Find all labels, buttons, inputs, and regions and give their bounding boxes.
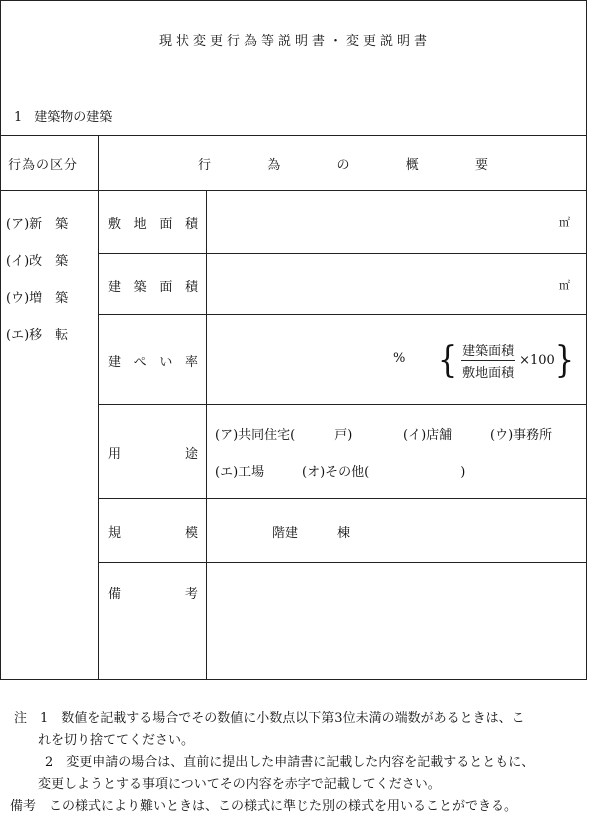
header-char: 為 xyxy=(267,158,281,173)
building-area-unit: ㎡ xyxy=(559,279,570,292)
column-rule-1 xyxy=(98,135,99,680)
note-2 xyxy=(14,752,584,774)
document-title: 現状変更行為等説明書・変更説明書 xyxy=(158,34,431,49)
note-2-text: 変更申請の場合は、直前に提出した申請書に記載した内容を記載するとともに、 xyxy=(66,755,535,770)
section-number: 1 xyxy=(14,110,23,125)
category-new: (ア)新 築 xyxy=(6,217,69,232)
note-1-text: 数値を記載する場合でその数値に小数点以下第3位未満の端数があるときは、こ xyxy=(61,711,525,726)
scale-floors-buildings: 階建 棟 xyxy=(272,526,351,541)
use-option-apartment: (ア)共同住宅( 戸) xyxy=(215,428,353,443)
category-relocation: (エ)移 転 xyxy=(6,328,69,343)
label-coverage-ratio xyxy=(108,351,198,370)
column-rule-2 xyxy=(206,190,207,680)
row-rule-4 xyxy=(98,498,587,499)
header-category: 行為の区分 xyxy=(8,158,79,173)
numerator: 建築面積 xyxy=(461,340,515,361)
remarks-prefix: 備考 xyxy=(10,799,37,814)
header-char: 行 xyxy=(198,158,212,173)
label-use xyxy=(108,443,198,462)
row-rule-2 xyxy=(98,314,587,315)
label-char: 規 xyxy=(108,526,122,541)
use-option-store: (イ)店舗 xyxy=(403,428,453,443)
denominator: 敷地面積 xyxy=(462,366,515,381)
header-char: 要 xyxy=(474,158,488,173)
label-char: 積 xyxy=(184,280,198,295)
use-option-office: (ウ)事務所 xyxy=(490,428,553,443)
header-char: 概 xyxy=(405,158,419,173)
fraction xyxy=(461,340,515,381)
label-char: 積 xyxy=(184,217,198,232)
coverage-formula xyxy=(438,340,574,381)
note-1-continued: れを切り捨ててください。 xyxy=(38,733,195,748)
label-char: い xyxy=(159,355,173,370)
row-rule-3 xyxy=(98,404,587,405)
table-top-rule xyxy=(0,135,587,136)
header-summary xyxy=(198,154,488,173)
label-char: 築 xyxy=(133,280,147,295)
label-remarks xyxy=(108,583,198,602)
section-label: 建築物の建築 xyxy=(34,110,113,125)
label-char: 率 xyxy=(184,355,198,370)
note-1-prefix: 注 1 xyxy=(14,711,49,726)
label-char: 敷 xyxy=(108,217,122,232)
coverage-percent-unit: % xyxy=(393,351,406,366)
note-2-continued: 変更しようとする事項についてその内容を赤字で記載してください。 xyxy=(38,777,441,792)
row-rule-5 xyxy=(98,562,587,563)
label-char: 模 xyxy=(184,526,198,541)
multiplier: ×100 xyxy=(519,353,555,368)
remarks-text: この様式により難いときは、この様式に準じた別の様式を用いることができる。 xyxy=(49,799,518,814)
label-char: 建 xyxy=(108,280,122,295)
label-scale xyxy=(108,522,198,541)
label-char: ぺ xyxy=(133,355,147,370)
category-extension: (ウ)増 築 xyxy=(6,291,69,306)
label-char: 建 xyxy=(108,355,122,370)
label-char: 途 xyxy=(184,447,198,462)
label-char: 考 xyxy=(184,587,198,602)
header-char: の xyxy=(336,158,350,173)
label-site-area xyxy=(108,213,198,232)
site-area-unit: ㎡ xyxy=(559,216,570,229)
left-brace: { xyxy=(438,338,458,381)
label-char: 備 xyxy=(108,587,122,602)
row-rule-1 xyxy=(98,253,587,254)
notes-block xyxy=(10,708,584,818)
label-char: 用 xyxy=(108,447,122,462)
right-brace: } xyxy=(554,338,574,381)
section-heading xyxy=(14,106,112,125)
category-rebuild: (イ)改 築 xyxy=(6,254,69,269)
label-building-area xyxy=(108,276,198,295)
label-char: 面 xyxy=(159,280,173,295)
label-char: 面 xyxy=(159,217,173,232)
label-char: 地 xyxy=(133,217,147,232)
use-option-other: (オ)その他( ) xyxy=(302,465,466,480)
note-1 xyxy=(14,708,584,730)
header-bottom-rule xyxy=(0,190,587,191)
use-option-factory: (エ)工場 xyxy=(215,465,265,480)
note-2-prefix: 2 xyxy=(45,755,54,770)
